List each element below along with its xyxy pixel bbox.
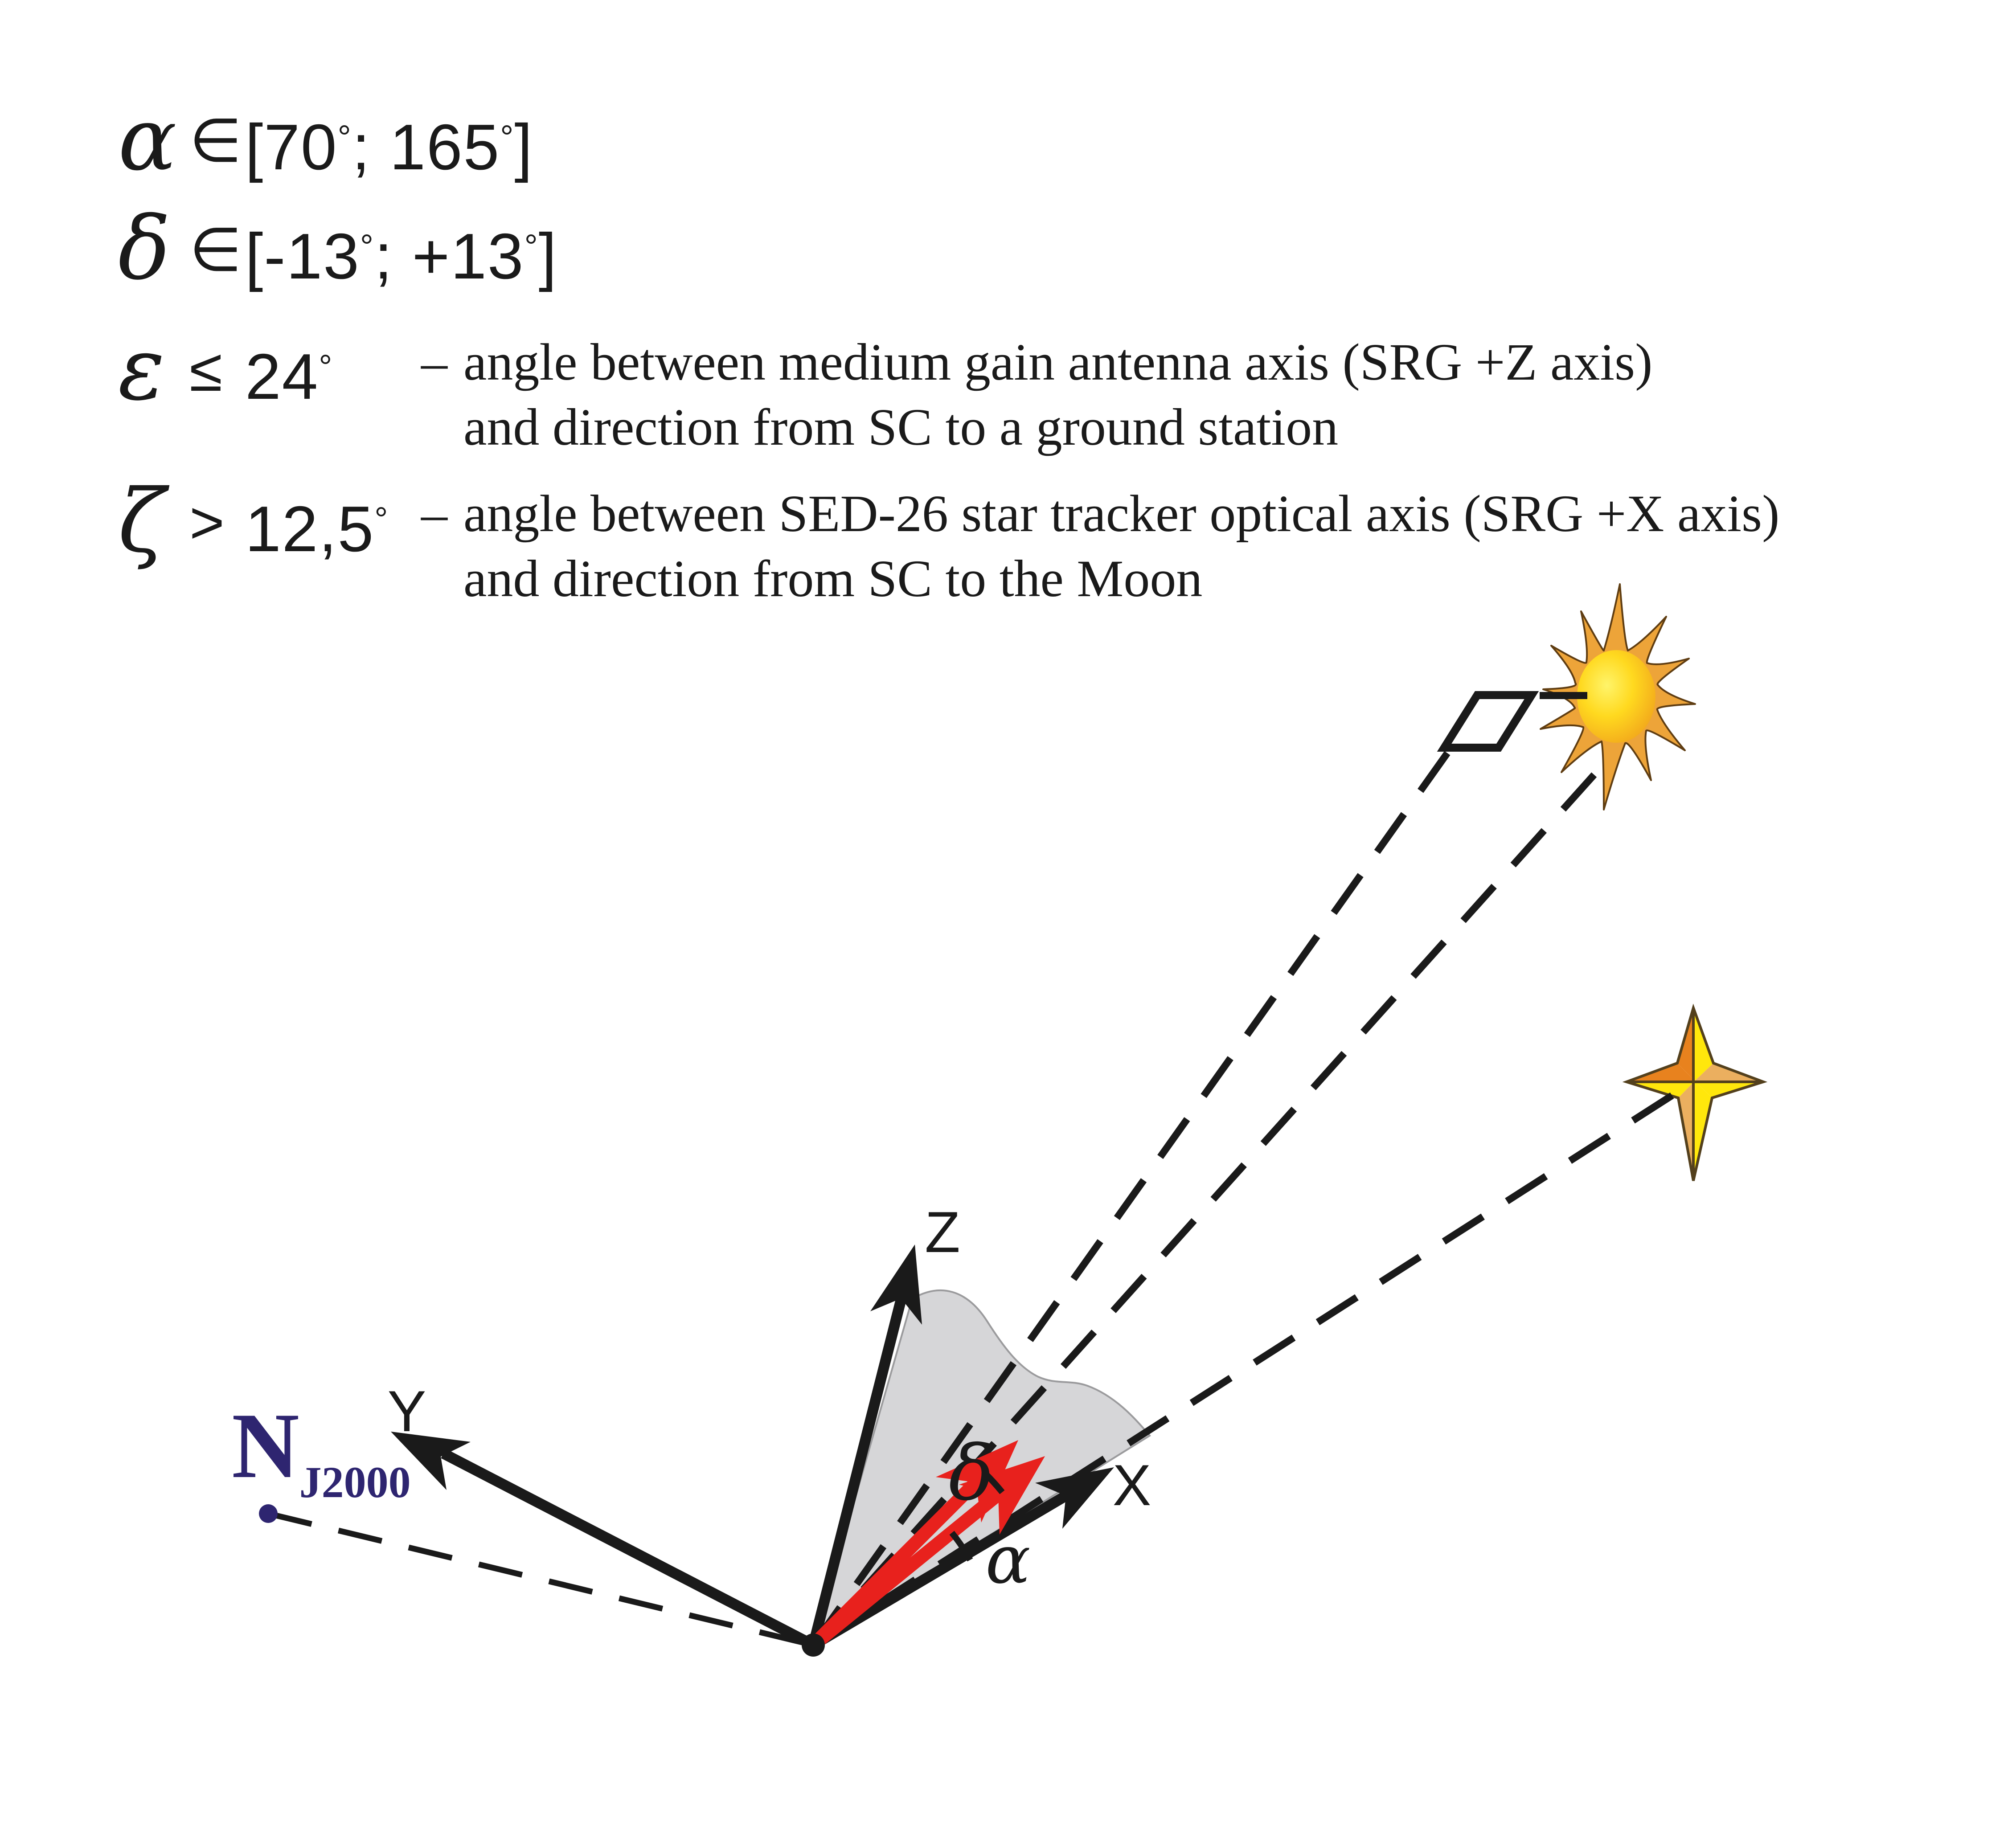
y-axis-label: Y bbox=[387, 1379, 426, 1444]
alpha-angle-label: α bbox=[985, 1521, 1031, 1599]
epsilon-symbol: ε bbox=[118, 318, 165, 419]
delta-range-symbol: δ bbox=[118, 198, 171, 299]
epsilon-desc-dash: – bbox=[421, 333, 447, 391]
zeta-value: 12,5° bbox=[245, 493, 389, 565]
zeta-desc-dash: – bbox=[421, 484, 447, 543]
z-axis-label: Z bbox=[925, 1199, 960, 1265]
north-direction-dashed-line bbox=[268, 1514, 813, 1645]
zeta-desc-text2: and direction from SC to the Moon bbox=[463, 549, 1203, 608]
x-axis-label: X bbox=[1112, 1453, 1151, 1518]
delta-angle-label: δ bbox=[948, 1429, 995, 1518]
epsilon-relation: ≤ bbox=[189, 336, 223, 404]
zeta-symbol: ζ bbox=[118, 471, 165, 572]
alpha-range-value: [70°; 165°] bbox=[245, 111, 533, 183]
zeta-desc-text1: angle between SED-26 star tracker optical axis (SRG +X axis) bbox=[463, 484, 1780, 543]
alpha-relation: ∈ bbox=[189, 107, 242, 174]
north-pole-label: $N_{J2000}$ bbox=[232, 1394, 411, 1507]
star-icon bbox=[1627, 1008, 1763, 1181]
delta-range-value: [-13°; +13°] bbox=[245, 220, 558, 292]
north-dot bbox=[259, 1504, 278, 1523]
sun-disc bbox=[1577, 650, 1655, 743]
epsilon-desc-text1: angle between medium gain antenna axis (SRG +Z axis) bbox=[463, 333, 1653, 391]
origin-dot bbox=[802, 1633, 825, 1657]
solar-panel-icon bbox=[1444, 695, 1532, 748]
delta-relation: ∈ bbox=[189, 216, 242, 283]
epsilon-value: 24° bbox=[245, 340, 333, 413]
zeta-relation: > bbox=[189, 489, 225, 556]
epsilon-desc-text2: and direction from SC to a ground station bbox=[463, 398, 1339, 456]
y-axis bbox=[391, 1432, 813, 1645]
alpha-range-symbol: α bbox=[118, 89, 177, 190]
